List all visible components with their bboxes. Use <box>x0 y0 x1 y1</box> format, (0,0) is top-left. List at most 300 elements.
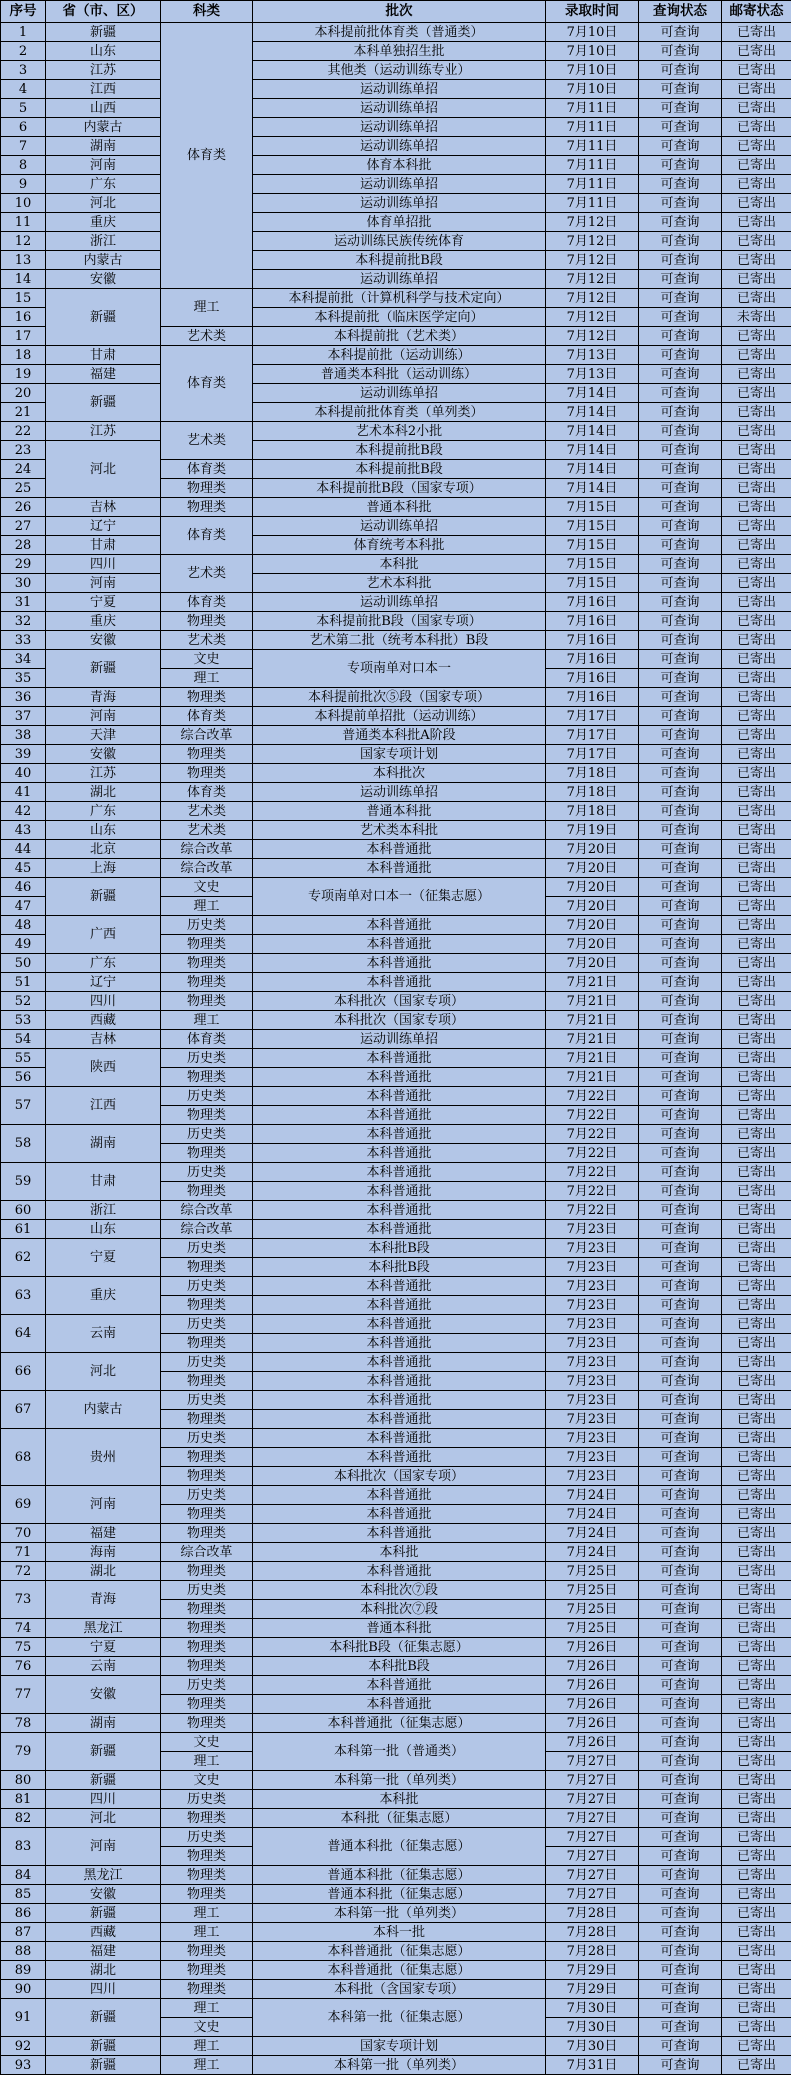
table-cell: 54 <box>1 1030 46 1049</box>
table-cell: 已寄出 <box>722 1790 791 1809</box>
table-cell: 综合改革 <box>161 859 253 878</box>
table-cell: 体育类 <box>161 707 253 726</box>
table-cell: 81 <box>1 1790 46 1809</box>
table-cell: 本科提前批（计算机科学与技术定向） <box>253 289 546 308</box>
table-cell: 已寄出 <box>722 346 791 365</box>
table-cell: 江苏 <box>46 422 161 441</box>
table-cell: 可查询 <box>639 61 722 80</box>
table-cell: 本科第一批（单列类） <box>253 1904 546 1923</box>
table-cell: 已寄出 <box>722 194 791 213</box>
table-row <box>1 175 791 194</box>
table-cell: 本科普通批 <box>253 1372 546 1391</box>
table-body <box>1 23 791 2075</box>
table-cell: 历史类 <box>161 1087 253 1106</box>
table-cell: 71 <box>1 1543 46 1562</box>
table-cell: 7月24日 <box>546 1543 639 1562</box>
table-cell: 物理类 <box>161 764 253 783</box>
table-row <box>1 289 791 308</box>
table-cell: 可查询 <box>639 631 722 650</box>
table-cell: 已寄出 <box>722 593 791 612</box>
table-cell: 安徽 <box>46 631 161 650</box>
table-cell: 33 <box>1 631 46 650</box>
table-cell: 7月12日 <box>546 270 639 289</box>
table-cell: 本科普通批 <box>253 1144 546 1163</box>
table-cell: 7月16日 <box>546 593 639 612</box>
table-cell: 青海 <box>46 688 161 707</box>
table-cell: 已寄出 <box>722 1866 791 1885</box>
table-cell: 7月23日 <box>546 1334 639 1353</box>
table-row <box>1 2037 791 2056</box>
table-cell: 艺术类 <box>161 821 253 840</box>
table-cell: 综合改革 <box>161 726 253 745</box>
table-cell: 本科提前单招批（运动训练） <box>253 707 546 726</box>
table-cell: 已寄出 <box>722 1201 791 1220</box>
table-cell: 河南 <box>46 574 161 593</box>
table-cell: 已寄出 <box>722 1885 791 1904</box>
table-cell: 7月19日 <box>546 821 639 840</box>
table-row <box>1 23 791 42</box>
table-cell: 可查询 <box>639 1030 722 1049</box>
table-cell: 广西 <box>46 916 161 954</box>
table-cell: 可查询 <box>639 118 722 137</box>
table-cell: 7月28日 <box>546 1904 639 1923</box>
table-cell: 吉林 <box>46 1030 161 1049</box>
table-cell: 7月26日 <box>546 1714 639 1733</box>
table-cell: 艺术本科批 <box>253 574 546 593</box>
table-cell: 已寄出 <box>722 726 791 745</box>
table-cell: 43 <box>1 821 46 840</box>
table-cell: 已寄出 <box>722 1182 791 1201</box>
table-cell: 本科批（含国家专项） <box>253 1980 546 1999</box>
table-cell: 可查询 <box>639 270 722 289</box>
table-cell: 7月20日 <box>546 954 639 973</box>
table-cell: 已寄出 <box>722 118 791 137</box>
table-cell: 已寄出 <box>722 213 791 232</box>
table-cell: 贵州 <box>46 1429 161 1486</box>
table-cell: 艺术类 <box>161 422 253 460</box>
table-cell: 已寄出 <box>722 650 791 669</box>
table-row <box>1 1277 791 1296</box>
table-cell: 已寄出 <box>722 80 791 99</box>
table-cell: 宁夏 <box>46 1638 161 1657</box>
table-cell: 34 <box>1 650 46 669</box>
table-cell: 4 <box>1 80 46 99</box>
table-cell: 湖北 <box>46 1562 161 1581</box>
table-cell: 历史类 <box>161 1828 253 1847</box>
table-cell: 西藏 <box>46 1923 161 1942</box>
table-cell: 本科批 <box>253 1790 546 1809</box>
table-cell: 7月11日 <box>546 156 639 175</box>
table-cell: 物理类 <box>161 1562 253 1581</box>
table-cell: 新疆 <box>46 1999 161 2037</box>
table-cell: 内蒙古 <box>46 1391 161 1429</box>
table-cell: 已寄出 <box>722 327 791 346</box>
table-cell: 物理类 <box>161 1714 253 1733</box>
table-cell: 体育类 <box>161 1030 253 1049</box>
table-cell: 7月21日 <box>546 992 639 1011</box>
table-cell: 本科单独招生批 <box>253 42 546 61</box>
table-cell: 87 <box>1 1923 46 1942</box>
table-cell: 普通本科批 <box>253 498 546 517</box>
table-cell: 新疆 <box>46 1733 161 1771</box>
table-cell: 北京 <box>46 840 161 859</box>
table-cell: 可查询 <box>639 1562 722 1581</box>
table-cell: 7月18日 <box>546 802 639 821</box>
table-cell: 7月20日 <box>546 859 639 878</box>
table-cell: 山东 <box>46 821 161 840</box>
table-cell: 7月26日 <box>546 1638 639 1657</box>
table-cell: 可查询 <box>639 403 722 422</box>
table-row <box>1 1562 791 1581</box>
table-cell: 7月15日 <box>546 555 639 574</box>
table-cell: 新疆 <box>46 650 161 688</box>
table-cell: 本科提前批B段（国家专项） <box>253 612 546 631</box>
table-cell: 7月25日 <box>546 1562 639 1581</box>
table-cell: 9 <box>1 175 46 194</box>
table-cell: 新疆 <box>46 878 161 916</box>
table-cell: 25 <box>1 479 46 498</box>
table-cell: 物理类 <box>161 1980 253 1999</box>
table-cell: 7月22日 <box>546 1087 639 1106</box>
table-row <box>1 2056 791 2075</box>
table-cell: 46 <box>1 878 46 897</box>
table-cell: 本科批 <box>253 555 546 574</box>
table-cell: 河北 <box>46 1353 161 1391</box>
table-cell: 可查询 <box>639 1201 722 1220</box>
table-row <box>1 840 791 859</box>
table-cell: 运动训练单招 <box>253 175 546 194</box>
table-cell: 本科第一批（征集志愿） <box>253 1999 546 2037</box>
table-row <box>1 80 791 99</box>
table-cell: 已寄出 <box>722 1030 791 1049</box>
table-row <box>1 821 791 840</box>
table-cell: 本科批B段 <box>253 1657 546 1676</box>
table-cell: 物理类 <box>161 973 253 992</box>
table-cell: 已寄出 <box>722 1714 791 1733</box>
table-cell: 27 <box>1 517 46 536</box>
table-cell: 可查询 <box>639 669 722 688</box>
table-cell: 物理类 <box>161 1847 253 1866</box>
table-cell: 运动训练民族传统体育 <box>253 232 546 251</box>
table-cell: 7月12日 <box>546 232 639 251</box>
table-cell: 可查询 <box>639 1163 722 1182</box>
table-cell: 专项南单对口本一（征集志愿） <box>253 878 546 916</box>
table-row <box>1 1030 791 1049</box>
table-cell: 28 <box>1 536 46 555</box>
table-cell: 湖北 <box>46 783 161 802</box>
table-cell: 已寄出 <box>722 1733 791 1752</box>
table-cell: 物理类 <box>161 1448 253 1467</box>
table-cell: 可查询 <box>639 1733 722 1752</box>
table-cell: 7月14日 <box>546 460 639 479</box>
table-cell: 历史类 <box>161 1163 253 1182</box>
table-cell: 河南 <box>46 156 161 175</box>
table-row <box>1 1999 791 2018</box>
table-cell: 已寄出 <box>722 1239 791 1258</box>
table-cell: 已寄出 <box>722 403 791 422</box>
table-cell: 物理类 <box>161 1068 253 1087</box>
table-cell: 8 <box>1 156 46 175</box>
table-cell: 7月17日 <box>546 745 639 764</box>
table-cell: 本科批次⑦段 <box>253 1581 546 1600</box>
table-cell: 本科提前批B段 <box>253 251 546 270</box>
table-cell: 辽宁 <box>46 517 161 536</box>
table-cell: 历史类 <box>161 1125 253 1144</box>
table-cell: 可查询 <box>639 859 722 878</box>
table-cell: 可查询 <box>639 574 722 593</box>
table-cell: 本科普通批 <box>253 1220 546 1239</box>
table-cell: 可查询 <box>639 688 722 707</box>
table-cell: 历史类 <box>161 1239 253 1258</box>
table-row <box>1 802 791 821</box>
table-cell: 已寄出 <box>722 1923 791 1942</box>
table-cell: 历史类 <box>161 1581 253 1600</box>
table-cell: 可查询 <box>639 1505 722 1524</box>
table-cell: 本科普通批 <box>253 1524 546 1543</box>
table-row <box>1 992 791 1011</box>
table-cell: 1 <box>1 23 46 42</box>
table-cell: 7月15日 <box>546 517 639 536</box>
table-cell: 本科第一批（单列类） <box>253 2056 546 2075</box>
table-cell: 已寄出 <box>722 1106 791 1125</box>
table-cell: 已寄出 <box>722 992 791 1011</box>
table-cell: 已寄出 <box>722 1391 791 1410</box>
table-cell: 可查询 <box>639 2037 722 2056</box>
table-cell: 物理类 <box>161 1638 253 1657</box>
table-cell: 新疆 <box>46 1904 161 1923</box>
table-cell: 73 <box>1 1581 46 1619</box>
table-cell: 已寄出 <box>722 1296 791 1315</box>
table-cell: 本科普通批（征集志愿） <box>253 1961 546 1980</box>
table-cell: 77 <box>1 1676 46 1714</box>
table-cell: 52 <box>1 992 46 1011</box>
table-cell: 已寄出 <box>722 1961 791 1980</box>
table-cell: 甘肃 <box>46 346 161 365</box>
table-cell: 湖南 <box>46 137 161 156</box>
table-cell: 可查询 <box>639 384 722 403</box>
table-cell: 综合改革 <box>161 1543 253 1562</box>
table-cell: 可查询 <box>639 1980 722 1999</box>
table-cell: 已寄出 <box>722 1657 791 1676</box>
table-row <box>1 1353 791 1372</box>
table-cell: 已寄出 <box>722 517 791 536</box>
table-cell: 物理类 <box>161 479 253 498</box>
table-row <box>1 1733 791 1752</box>
table-row <box>1 650 791 669</box>
table-cell: 本科提前批（运动训练） <box>253 346 546 365</box>
table-row <box>1 1391 791 1410</box>
table-cell: 可查询 <box>639 2056 722 2075</box>
table-cell: 安徽 <box>46 270 161 289</box>
table-cell: 本科普通批 <box>253 1429 546 1448</box>
table-cell: 7月26日 <box>546 1676 639 1695</box>
table-cell: 甘肃 <box>46 1163 161 1201</box>
table-cell: 22 <box>1 422 46 441</box>
table-cell: 7月27日 <box>546 1828 639 1847</box>
table-row <box>1 1011 791 1030</box>
table-cell: 未寄出 <box>722 308 791 327</box>
table-cell: 河南 <box>46 1828 161 1866</box>
table-cell: 本科提前批体育类（普通类） <box>253 23 546 42</box>
table-cell: 已寄出 <box>722 1372 791 1391</box>
table-cell: 本科提前批B段（国家专项） <box>253 479 546 498</box>
table-cell: 可查询 <box>639 1410 722 1429</box>
table-cell: 可查询 <box>639 593 722 612</box>
table-cell: 安徽 <box>46 1885 161 1904</box>
table-cell: 体育本科批 <box>253 156 546 175</box>
table-cell: 可查询 <box>639 650 722 669</box>
table-cell: 7月16日 <box>546 650 639 669</box>
table-cell: 本科普通批 <box>253 973 546 992</box>
table-cell: 已寄出 <box>722 897 791 916</box>
table-row <box>1 1980 791 1999</box>
table-cell: 已寄出 <box>722 1334 791 1353</box>
table-cell: 可查询 <box>639 840 722 859</box>
table-cell: 5 <box>1 99 46 118</box>
table-cell: 艺术本科2小批 <box>253 422 546 441</box>
table-cell: 已寄出 <box>722 840 791 859</box>
table-cell: 体育类 <box>161 593 253 612</box>
table-cell: 运动训练单招 <box>253 80 546 99</box>
table-cell: 44 <box>1 840 46 859</box>
table-cell: 7月28日 <box>546 1923 639 1942</box>
table-cell: 可查询 <box>639 422 722 441</box>
table-cell: 可查询 <box>639 194 722 213</box>
table-cell: 本科普通批 <box>253 1277 546 1296</box>
table-cell: 本科普通批 <box>253 1334 546 1353</box>
table-cell: 已寄出 <box>722 1999 791 2018</box>
table-cell: 已寄出 <box>722 479 791 498</box>
table-cell: 本科一批 <box>253 1923 546 1942</box>
table-cell: 已寄出 <box>722 1144 791 1163</box>
table-cell: 理工 <box>161 669 253 688</box>
table-cell: 可查询 <box>639 479 722 498</box>
table-cell: 重庆 <box>46 1277 161 1315</box>
table-cell: 内蒙古 <box>46 251 161 270</box>
table-cell: 体育类 <box>161 783 253 802</box>
table-cell: 可查询 <box>639 460 722 479</box>
table-cell: 可查询 <box>639 992 722 1011</box>
table-cell: 新疆 <box>46 2037 161 2056</box>
table-row <box>1 137 791 156</box>
table-cell: 7月28日 <box>546 1942 639 1961</box>
table-row <box>1 61 791 80</box>
table-cell: 7月12日 <box>546 308 639 327</box>
table-cell: 江西 <box>46 80 161 99</box>
table-cell: 7月21日 <box>546 1049 639 1068</box>
table-cell: 7月23日 <box>546 1277 639 1296</box>
table-cell: 23 <box>1 441 46 460</box>
table-cell: 文史 <box>161 1771 253 1790</box>
table-row <box>1 517 791 536</box>
table-cell: 7月18日 <box>546 764 639 783</box>
table-cell: 已寄出 <box>722 1087 791 1106</box>
table-cell: 本科普通批 <box>253 1315 546 1334</box>
table-cell: 本科批（征集志愿） <box>253 1809 546 1828</box>
table-cell: 可查询 <box>639 745 722 764</box>
table-cell: 7月14日 <box>546 441 639 460</box>
table-cell: 物理类 <box>161 1600 253 1619</box>
table-cell: 可查询 <box>639 1581 722 1600</box>
table-cell: 88 <box>1 1942 46 1961</box>
table-cell: 可查询 <box>639 1619 722 1638</box>
table-cell: 可查询 <box>639 80 722 99</box>
table-cell: 已寄出 <box>722 1011 791 1030</box>
table-cell: 本科提前批B段 <box>253 460 546 479</box>
table-cell: 70 <box>1 1524 46 1543</box>
header-cell: 省（市、区） <box>46 1 161 23</box>
table-cell: 本科普通批 <box>253 935 546 954</box>
table-cell: 黑龙江 <box>46 1866 161 1885</box>
table-cell: 山东 <box>46 42 161 61</box>
table-cell: 51 <box>1 973 46 992</box>
table-row <box>1 574 791 593</box>
table-cell: 3 <box>1 61 46 80</box>
table-cell: 已寄出 <box>722 1619 791 1638</box>
table-cell: 已寄出 <box>722 802 791 821</box>
table-cell: 50 <box>1 954 46 973</box>
table-row <box>1 1543 791 1562</box>
table-cell: 浙江 <box>46 232 161 251</box>
table-cell: 物理类 <box>161 1809 253 1828</box>
table-cell: 可查询 <box>639 1524 722 1543</box>
table-cell: 7月23日 <box>546 1448 639 1467</box>
table-cell: 福建 <box>46 1942 161 1961</box>
table-cell: 专项南单对口本一 <box>253 650 546 688</box>
table-cell: 可查询 <box>639 878 722 897</box>
table-cell: 26 <box>1 498 46 517</box>
table-cell: 本科普通批 <box>253 1353 546 1372</box>
table-cell: 运动训练单招 <box>253 384 546 403</box>
table-cell: 可查询 <box>639 802 722 821</box>
table-cell: 物理类 <box>161 612 253 631</box>
table-cell: 可查询 <box>639 1847 722 1866</box>
table-cell: 运动训练单招 <box>253 270 546 289</box>
table-cell: 7月29日 <box>546 1980 639 1999</box>
table-cell: 7月22日 <box>546 1106 639 1125</box>
table-cell: 浙江 <box>46 1201 161 1220</box>
table-cell: 35 <box>1 669 46 688</box>
table-cell: 已寄出 <box>722 99 791 118</box>
table-cell: 物理类 <box>161 1961 253 1980</box>
table-cell: 可查询 <box>639 1543 722 1562</box>
table-cell: 新疆 <box>46 23 161 42</box>
table-cell: 已寄出 <box>722 1771 791 1790</box>
table-cell: 普通本科批（征集志愿） <box>253 1866 546 1885</box>
table-cell: 18 <box>1 346 46 365</box>
table-cell: 7月29日 <box>546 1961 639 1980</box>
table-row <box>1 878 791 897</box>
table-cell: 78 <box>1 1714 46 1733</box>
table-cell: 可查询 <box>639 213 722 232</box>
table-cell: 7月12日 <box>546 213 639 232</box>
table-cell: 45 <box>1 859 46 878</box>
table-cell: 7月23日 <box>546 1296 639 1315</box>
table-row <box>1 707 791 726</box>
table-cell: 已寄出 <box>722 1448 791 1467</box>
table-cell: 已寄出 <box>722 42 791 61</box>
table-cell: 已寄出 <box>722 1695 791 1714</box>
table-cell: 89 <box>1 1961 46 1980</box>
table-cell: 7月11日 <box>546 118 639 137</box>
table-cell: 可查询 <box>639 1144 722 1163</box>
table-cell: 可查询 <box>639 498 722 517</box>
table-cell: 本科普通批 <box>253 1391 546 1410</box>
table-cell: 辽宁 <box>46 973 161 992</box>
table-cell: 32 <box>1 612 46 631</box>
table-row <box>1 726 791 745</box>
table-cell: 47 <box>1 897 46 916</box>
